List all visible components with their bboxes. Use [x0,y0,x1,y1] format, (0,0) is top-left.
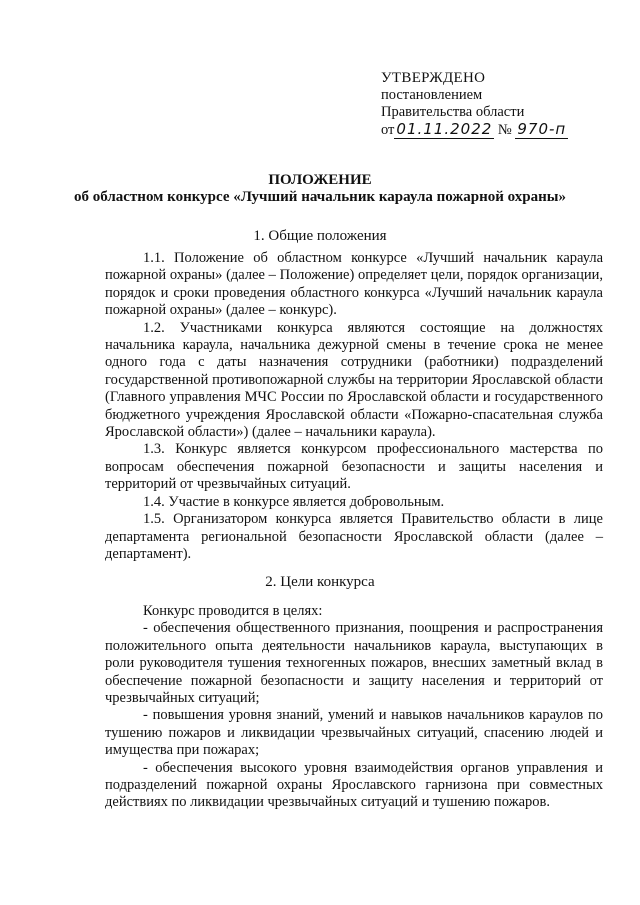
paragraph-1-5: 1.5. Организатором конкурса является Правительство области в лице департамента региональной безопасности Ярославской области (далее – департамент). [105,511,603,562]
goal-item-3: - обеспечения высокого уровня взаимодействия органов управления и подразделений пожарной охраны Ярославского гарнизона при совместных действиях по ликвидации чрезвычайных ситуаций и тушению пожаров. [105,759,603,811]
approval-from-label: от [381,122,395,138]
section-2-body [105,603,603,812]
approval-line-2: Правительства области [381,104,525,120]
approval-line-1: постановлением [381,87,483,103]
approval-title: УТВЕРЖДЕНО [381,70,486,86]
section-1-heading: 1. Общие положения [253,228,387,244]
paragraph-1-1: 1.1. Положение об областном конкурсе «Лучший начальник караула пожарной охраны» (далее – Положение) определяет цели, порядок организации, порядок и сроки проведения областного конкурса «Лучший начальник караула пожарной охраны» (далее – конкурс). [105,250,603,319]
approval-date-line [381,121,568,139]
section-2-intro: Конкурс проводится в целях: [143,603,323,619]
document-subtitle: об областном конкурсе «Лучший начальник караула пожарной охраны» [73,189,566,205]
goal-item-1: - обеспечения общественного признания, поощрения и распространения положительного опыта деятельности начальников караула, выступающих в роли руководителя тушения техногенных пожаров, внесших заметный вклад в обеспечение пожарной безопасности и защиту населения и территорий от чрезвычайных ситуаций; [105,620,603,707]
approval-stamp [381,70,568,139]
paragraph-1-4: 1.4. Участие в конкурсе является добровольным. [143,493,445,510]
section-2-heading: 2. Цели конкурса [265,574,375,590]
approval-number-label: № [497,122,512,138]
paragraph-1-2: 1.2. Участниками конкурса являются состоящие на должностях начальника караула, начальника дежурной смены в течение срока не менее одного года с даты назначения сотрудники (работники) подразделений государственной противопожарной службы на территории Ярославской области (Главного управления МЧС России по Ярославской области и государственного бюджетного учреждения Ярославской области «Пожарно-спасательная служба Ярославской области») (далее – начальники караула). [105,319,603,441]
document-title: ПОЛОЖЕНИЕ [268,172,372,188]
approval-number: 970-п [517,120,567,138]
goal-item-2: - повышения уровня знаний, умений и навыков начальников караулов по тушению пожаров и ликвидации чрезвычайных ситуаций, спасению людей и имущества при пожарах; [105,707,603,759]
approval-date: 01.11.2022 [396,120,493,138]
paragraph-1-3: 1.3. Конкурс является конкурсом профессионального мастерства по вопросам обеспечения пожарной безопасности и защиты населения и территорий от чрезвычайных ситуаций. [105,441,603,493]
section-1-body [105,250,603,563]
